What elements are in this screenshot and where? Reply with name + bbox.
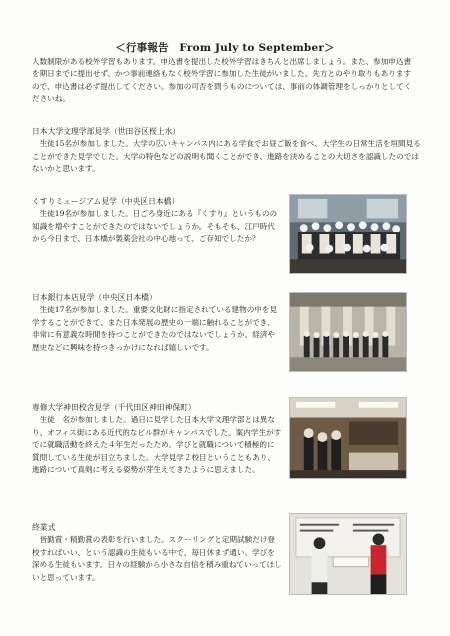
photo-medicine-museum-group xyxy=(289,194,407,274)
section-senshu-university xyxy=(32,402,282,477)
photo-senshu-classroom xyxy=(289,397,407,479)
section-body: 生徒 名が参加しました。過日に見学した日本大学文理学部とは異なり、オフィス街にある近代的なビル群がキャンパスでした。案内学生がすでに就職活動を終えた４年生だったため、学びと就職について積極的に質問している生徒が目立ちました。大学見学２校目ということもあり、進路について真剣に考える姿勢が芽生えてきたように思えました。 xyxy=(32,415,282,475)
section-heading: 専修大学神田校舎見学（千代田区神田神保町） xyxy=(32,403,196,412)
section-body: 生徒19名が参加しました。日ごろ身近にある『くすり』というものの知識を増やすことができたのではないでしょうか。そもそも、江戸時代から今日まで、日本橋が製薬会社の中心地って、ご存知でしたか？ xyxy=(32,209,278,244)
section-body: 生徒17名が参加しました。重要文化財に指定されている建物の中を見学することができて、また日本発展の歴史の一端に触れることができ、非常に有意義な時間を持つことができたのではないでしょうか。経済や歴史などに興味を持つきっかけになれば嬉しいです。 xyxy=(32,305,278,352)
section-heading: 日本大学文理学部見学（世田谷区桜上水） xyxy=(32,127,181,136)
section-heading: 日本銀行本店見学（中央区日本橋） xyxy=(32,293,157,302)
section-body: 皆勤賞・精勤賞の表彰を行いました。スクーリングと定期試験だけ登校すればいい、という認識の生徒もいる中で、毎日休まず通い、学びを深める生徒もいます。日々の経験から小さな自信を積み重ねていってほしいと思っています。 xyxy=(32,535,282,582)
section-body: 生徒15名が参加しました。大学の広いキャンパス内にある学食でお昼ご飯を食べ、大学生の日常生活を垣間見ることができた見学でした。大学の特色などの説明も聞くことができ、進路を決めることの大切さを認識したのではないかと思います。 xyxy=(32,139,421,174)
intro-paragraph: 人数制限がある校外学習もあります。申込書を提出した校外学習はきちんと出席しましょう。また、参加申込書を期日までに提出せず、かつ事前連絡もなく校外学習に参加した生徒がいました。先方とのやり取りもありますので、申込書は必ず提出してください。参加の可否を問うものについては、事前の体調管理をしっかりとしてくださいね。 xyxy=(32,57,412,103)
section-heading: くすりミュージアム見学（中央区日本橋） xyxy=(32,197,180,206)
page-title: ＜行事報告 From July to September＞ xyxy=(115,42,335,54)
section-nihon-university xyxy=(32,126,422,176)
section-medicine-museum xyxy=(32,196,282,246)
section-closing-ceremony xyxy=(32,522,282,584)
section-heading: 終業式 xyxy=(32,523,56,532)
photo-closing-ceremony xyxy=(289,513,407,595)
section-bank-of-japan xyxy=(32,292,282,354)
photo-bank-of-japan-group xyxy=(289,292,407,372)
